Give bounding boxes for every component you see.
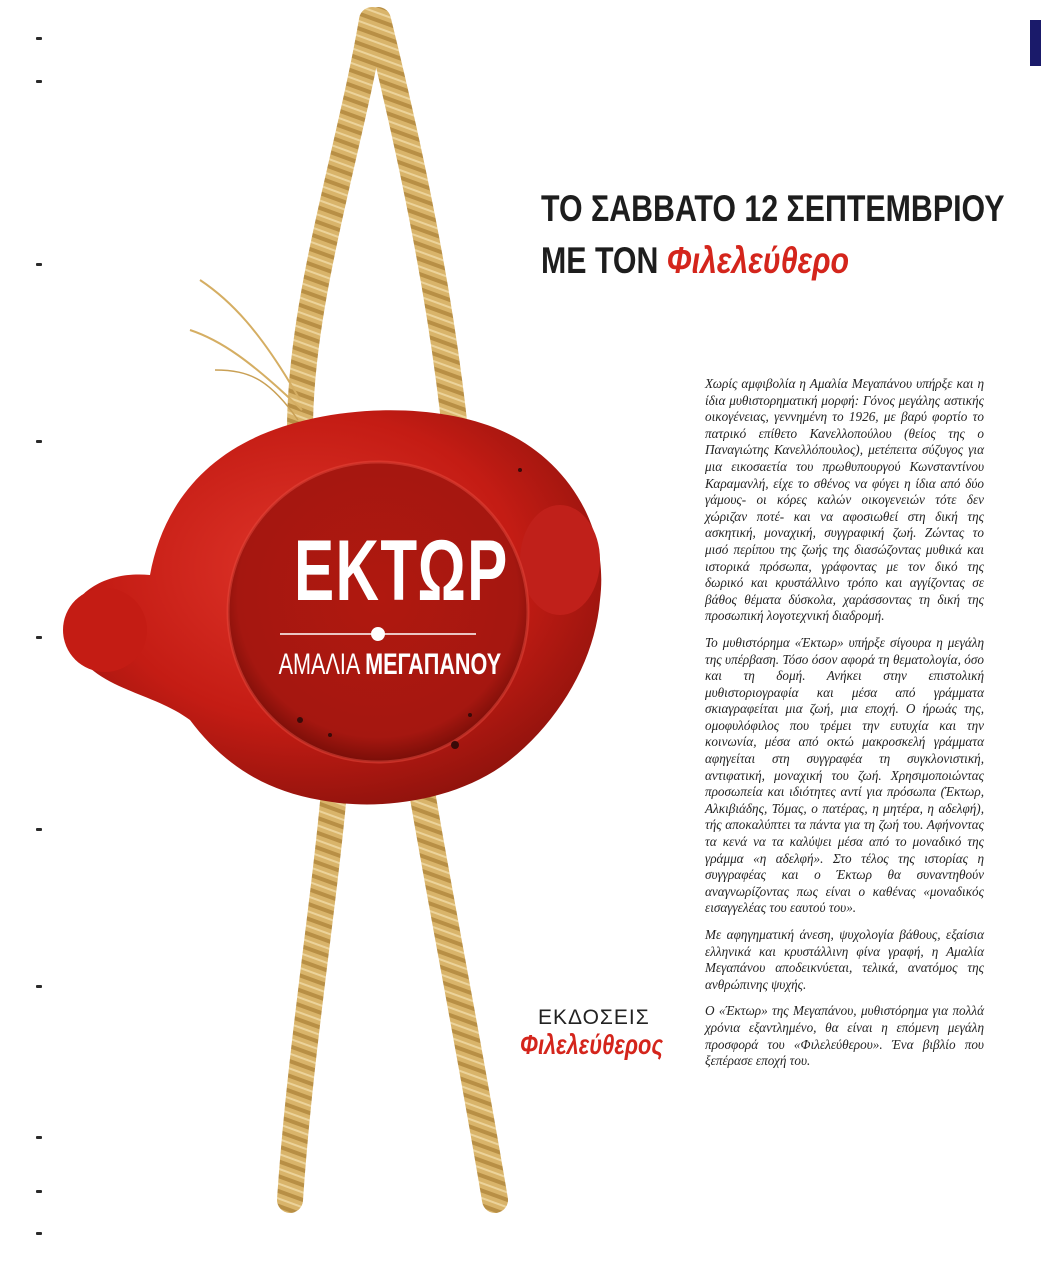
subline-prefix: ΜΕ ΤΟΝ	[541, 240, 659, 281]
article-paragraph: Χωρίς αμφιβολία η Αμαλία Μεγαπάνου υπήρξε και η ίδια μυθιστορηματική μορφή: Γόνος μεγάλης αστικής οικογένειας, γεννημένη το 1926, με βαρύ φορτίο το πατρικό επίθετο Κανελλοπούλου (θείος της ο Παναγιώτης Κανελλόπουλος), μετέπειτα σύζυγος για μια εικοσαετία του πρωθυπουργού Κωνσταντίνου Καραμανλή, είχε το σθένος να φύγει η ίδια από δύο γάμους- οι κόρες καλών οικογενειών τότε δεν χώριζαν ποτέ- και να αφοσιωθεί στη δική της ασκητική, μοναχική, συγγραφική ζωή. Ζώντας το μισό περίπου της ζωής της διασώζοντας μυθικά και ιστορικά πρόσωπα, γράφοντας με τον δικό της δωρικό και κρυστάλλινο τρόπο και αγγίζοντας σε βάθος θέματα δύσκολα, χαράσσοντας τη δική της προσωπική λογοτεχνική διαδρομή.	[705, 376, 984, 624]
headline: ΤΟ ΣΑΒΒΑΤΟ 12 ΣΕΠΤΕΜΒΡΙΟΥ	[541, 188, 1005, 229]
article-paragraph: Το μυθιστόρημα «Έκτωρ» υπήρξε σίγουρα η μεγάλη της υπέρβαση. Τόσο όσον αφορά τη θεματολογία, όσο και τη δομή. Ανήκει στην επιστολική μυθιστοριογραφία και μέσα από γράμματα σκιαγραφείται μια ζωή, μια εποχή. Ο ήρωάς της, ομοφυλόφιλος που τρέμει την ευτυχία και την κοινωνία, μέσα από οκτώ μακροσκελή γράμματα αφηγείται στη συγγραφέα τη συγκλονιστική, αντιφατική, μοναχική του ζωή. Χρησιμοποιώντας προσωπεία και ιδιότητες αντί για πρόσωπα (Έκτωρ, Αλκιβιάδης, Τόμας, ο πατέρας, η μητέρα, η αδελφή), τής αποκαλύπτει τα πάντα για τη ζωή του. Αφήνοντας τα κενά να τα καλύψει μέσα από το μοναδικό της γράμμα «η αδελφή». Στο τέλος της ιστορίας η συγγραφέας και ο Έκτωρ θα συναντηθούν αναγνωρίζοντας πως είναι ο καθένας «μοναδικός εισαγγελέας του εαυτού του».	[705, 634, 984, 916]
article-paragraph: Με αφηγηματική άνεση, ψυχολογία βάθους, εξαίσια ελληνικά και κρυστάλλινη φίνα γραφή, η Αμαλία Μεγαπάνου αποδεικνύεται, τελικά, ανατόμος της ανθρώπινης ψυχής.	[705, 927, 984, 992]
article-paragraph: Ο «Έκτωρ» της Μεγαπάνου, μυθιστόρημα για πολλά χρόνια εξαντλημένο, θα είναι η επόμενη μεγάλη προσφορά του «Φιλελεύθερου». Ένα βιβλίο που ξεπέρασε εποχή του.	[705, 1003, 984, 1069]
book-author	[278, 648, 502, 682]
article-body	[705, 376, 984, 1080]
book-title: ΕΚΤΩΡ	[294, 523, 509, 619]
author-last-name: ΜΕΓΑΠΑΝΟΥ	[365, 648, 502, 681]
publisher-logo: Φιλελεύθερος	[520, 1029, 663, 1060]
edge-bar	[1030, 20, 1041, 66]
subline	[541, 240, 849, 282]
author-first-name: ΑΜΑΛΙΑ	[278, 648, 360, 681]
publisher-label: ΕΚΔΟΣΕΙΣ	[538, 1006, 650, 1029]
newspaper-brand: Φιλελεύθερο	[666, 240, 850, 281]
